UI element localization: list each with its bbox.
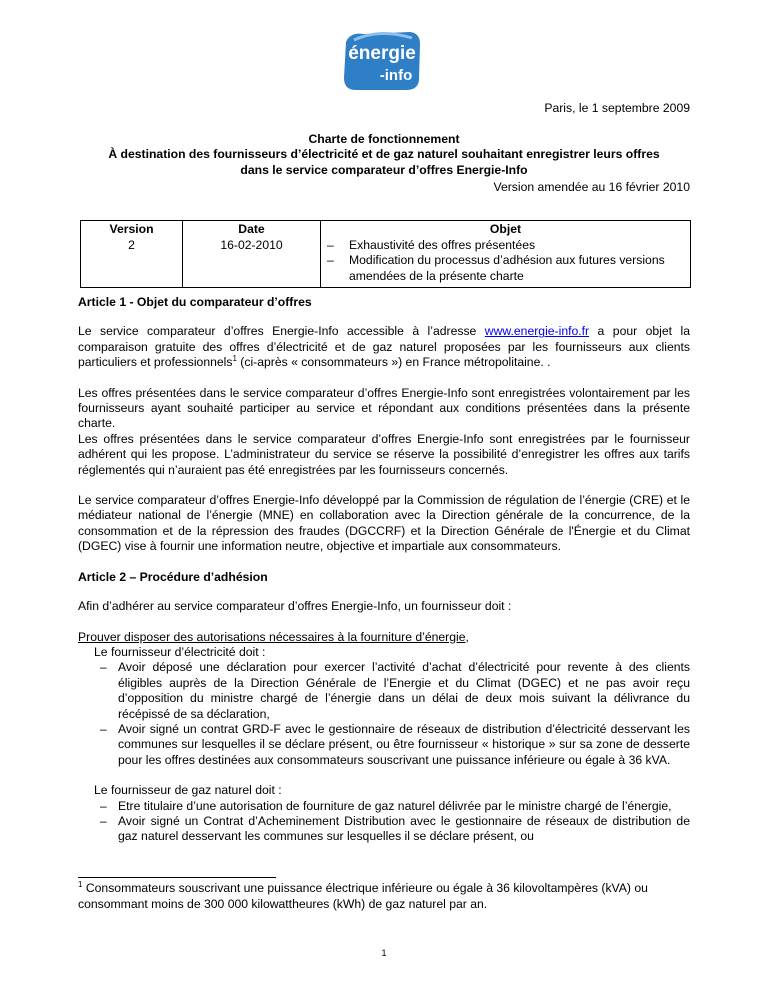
footnote-ref[interactable]: 1 <box>232 354 237 364</box>
article-1-title: Article 1 - Objet du comparateur d’offres <box>78 295 312 309</box>
article-2-title: Article 2 – Procédure d’adhésion <box>78 569 268 584</box>
version-note: Version amendée au 16 février 2010 <box>493 180 690 194</box>
footnote-text: Consommateurs souscrivant une puissance électrique inférieure ou égale à 36 kilovoltampères (kVA) ou consommant moins de 300 000 kilowattheures (kWh) de gaz naturel par an. <box>78 881 648 911</box>
list-item <box>94 660 690 722</box>
dash-bullet: – <box>327 253 334 268</box>
dash-bullet: – <box>100 813 107 828</box>
objet-item <box>325 253 686 283</box>
cell-objet <box>321 237 691 287</box>
header-version: Version <box>81 221 183 238</box>
dash-bullet: – <box>100 660 107 675</box>
list-item <box>94 799 690 814</box>
header-objet: Objet <box>321 221 691 238</box>
version-table-row <box>81 237 691 287</box>
objet-item-text: Exhaustivité des offres présentées <box>349 238 536 253</box>
footnote-separator <box>78 877 276 878</box>
objet-item <box>325 238 686 253</box>
footnote-mark: 1 <box>78 879 83 889</box>
document-title <box>78 132 690 178</box>
article-1-paragraph-1 <box>78 324 690 370</box>
list-item-text: Etre titulaire d’une autorisation de fourniture de gaz naturel délivrée par le ministre chargé de l’énergie, <box>118 798 672 813</box>
list-item-text: Avoir déposé une déclaration pour exercer l’activité d’achat d’électricité pour revente à des clients éligibles auprès de la Direction Générale de l’Energie et du Climat (DGEC) et ne pas avoir reçu d’opposition du ministre chargé de l’énergie dans un délai de deux mois suivant la délivrance du récépissé de sa déclaration, <box>118 660 690 721</box>
dateline: Paris, le 1 septembre 2009 <box>544 101 690 115</box>
list-item <box>94 814 690 845</box>
title-line-3: dans le service comparateur d’offres Energie-Info <box>240 162 528 177</box>
energie-info-logo <box>340 28 424 94</box>
footnote <box>78 880 690 912</box>
article-1-paragraph-2: Les offres présentées dans le service comparateur d’offres Energie-Info sont enregistrées volontairement par les fournisseurs ayant souhaité participer au service et répondant aux conditions présentées dans la présente charte. <box>78 385 690 431</box>
list-item <box>94 722 690 768</box>
page-number: 1 <box>381 948 387 958</box>
dash-bullet: – <box>100 798 107 813</box>
article-1-paragraph-4: Le service comparateur d’offres Energie-Info développé par la Commission de régulation de l’énergie (CRE) et le médiateur national de l’énergie (MNE) en collaboration avec la Direction générale de la concurrence, de la consommation et de la répression des fraudes (DGCCRF) et la Direction Générale de l'Énergie et du Climat (DGEC) vise à fournir une information neutre, objective et impartiale aux consommateurs. <box>78 493 690 554</box>
logo-sub: -info <box>379 67 413 84</box>
gas-heading: Le fournisseur de gaz naturel doit : <box>94 783 282 798</box>
text-run: (ci-après « consommateurs ») en France métropolitaine. . <box>236 355 551 370</box>
gas-requirements <box>78 783 690 845</box>
electricity-heading: Le fournisseur d’électricité doit : <box>94 644 266 659</box>
article-1-paragraph-3: Les offres présentées dans le service comparateur d’offres Energie-Info sont enregistrées par le fournisseur adhérent qui les propose. L’administrateur du service se réserve la possibilité d’enregistrer les offres aux tarifs réglementés qui n’auraient pas été enregistrées par les fournisseurs concernés. <box>78 431 690 477</box>
dash-bullet: – <box>100 721 107 736</box>
article-2-intro: Afin d’adhérer au service comparateur d’offres Energie-Info, un fournisseur doit : <box>78 599 512 614</box>
article-2-requirement: Prouver disposer des autorisations nécessaires à la fourniture d’énergie, <box>78 629 469 644</box>
list-item-text: Avoir signé un contrat GRD-F avec le gestionnaire de réseaux de distribution d’électricité desservant les communes sur lesquelles il se déclare présent, ou être fournisseur « historique » sur sa zone de desserte pour les offres destinées aux consommateurs souscrivant une puissance inférieure ou égale à 36 kVA. <box>118 721 690 767</box>
list-item-text: Avoir signé un Contrat d’Acheminement Distribution avec le gestionnaire de réseaux de distribution de gaz naturel desservant les communes sur lesquelles il se déclare présent, ou <box>118 813 690 844</box>
document-body <box>78 295 690 845</box>
energie-info-link[interactable]: www.energie-info.fr <box>484 324 590 339</box>
electricity-requirements <box>78 645 690 768</box>
header-date: Date <box>183 221 321 238</box>
title-line-1: Charte de fonctionnement <box>308 132 460 146</box>
objet-item-text: Modification du processus d’adhésion aux futures versions amendées de la présente charte <box>349 253 665 283</box>
version-table <box>80 220 691 288</box>
text-run: a pour objet la comparaison gratuite des offres d’électricité et de gaz naturel proposées par les fournisseurs aux clients particuliers et professionnels <box>78 324 690 370</box>
title-line-2: À destination des fournisseurs d’électricité et de gaz naturel souhaitant enregistrer leurs offres <box>108 147 660 162</box>
cell-date: 16-02-2010 <box>183 237 321 287</box>
logo-word: énergie <box>348 43 416 64</box>
cell-version: 2 <box>81 237 183 287</box>
dash-bullet: – <box>327 238 334 253</box>
text-run: Le service comparateur d’offres Energie-Info accessible à l’adresse <box>78 324 485 339</box>
version-table-header <box>81 221 691 238</box>
